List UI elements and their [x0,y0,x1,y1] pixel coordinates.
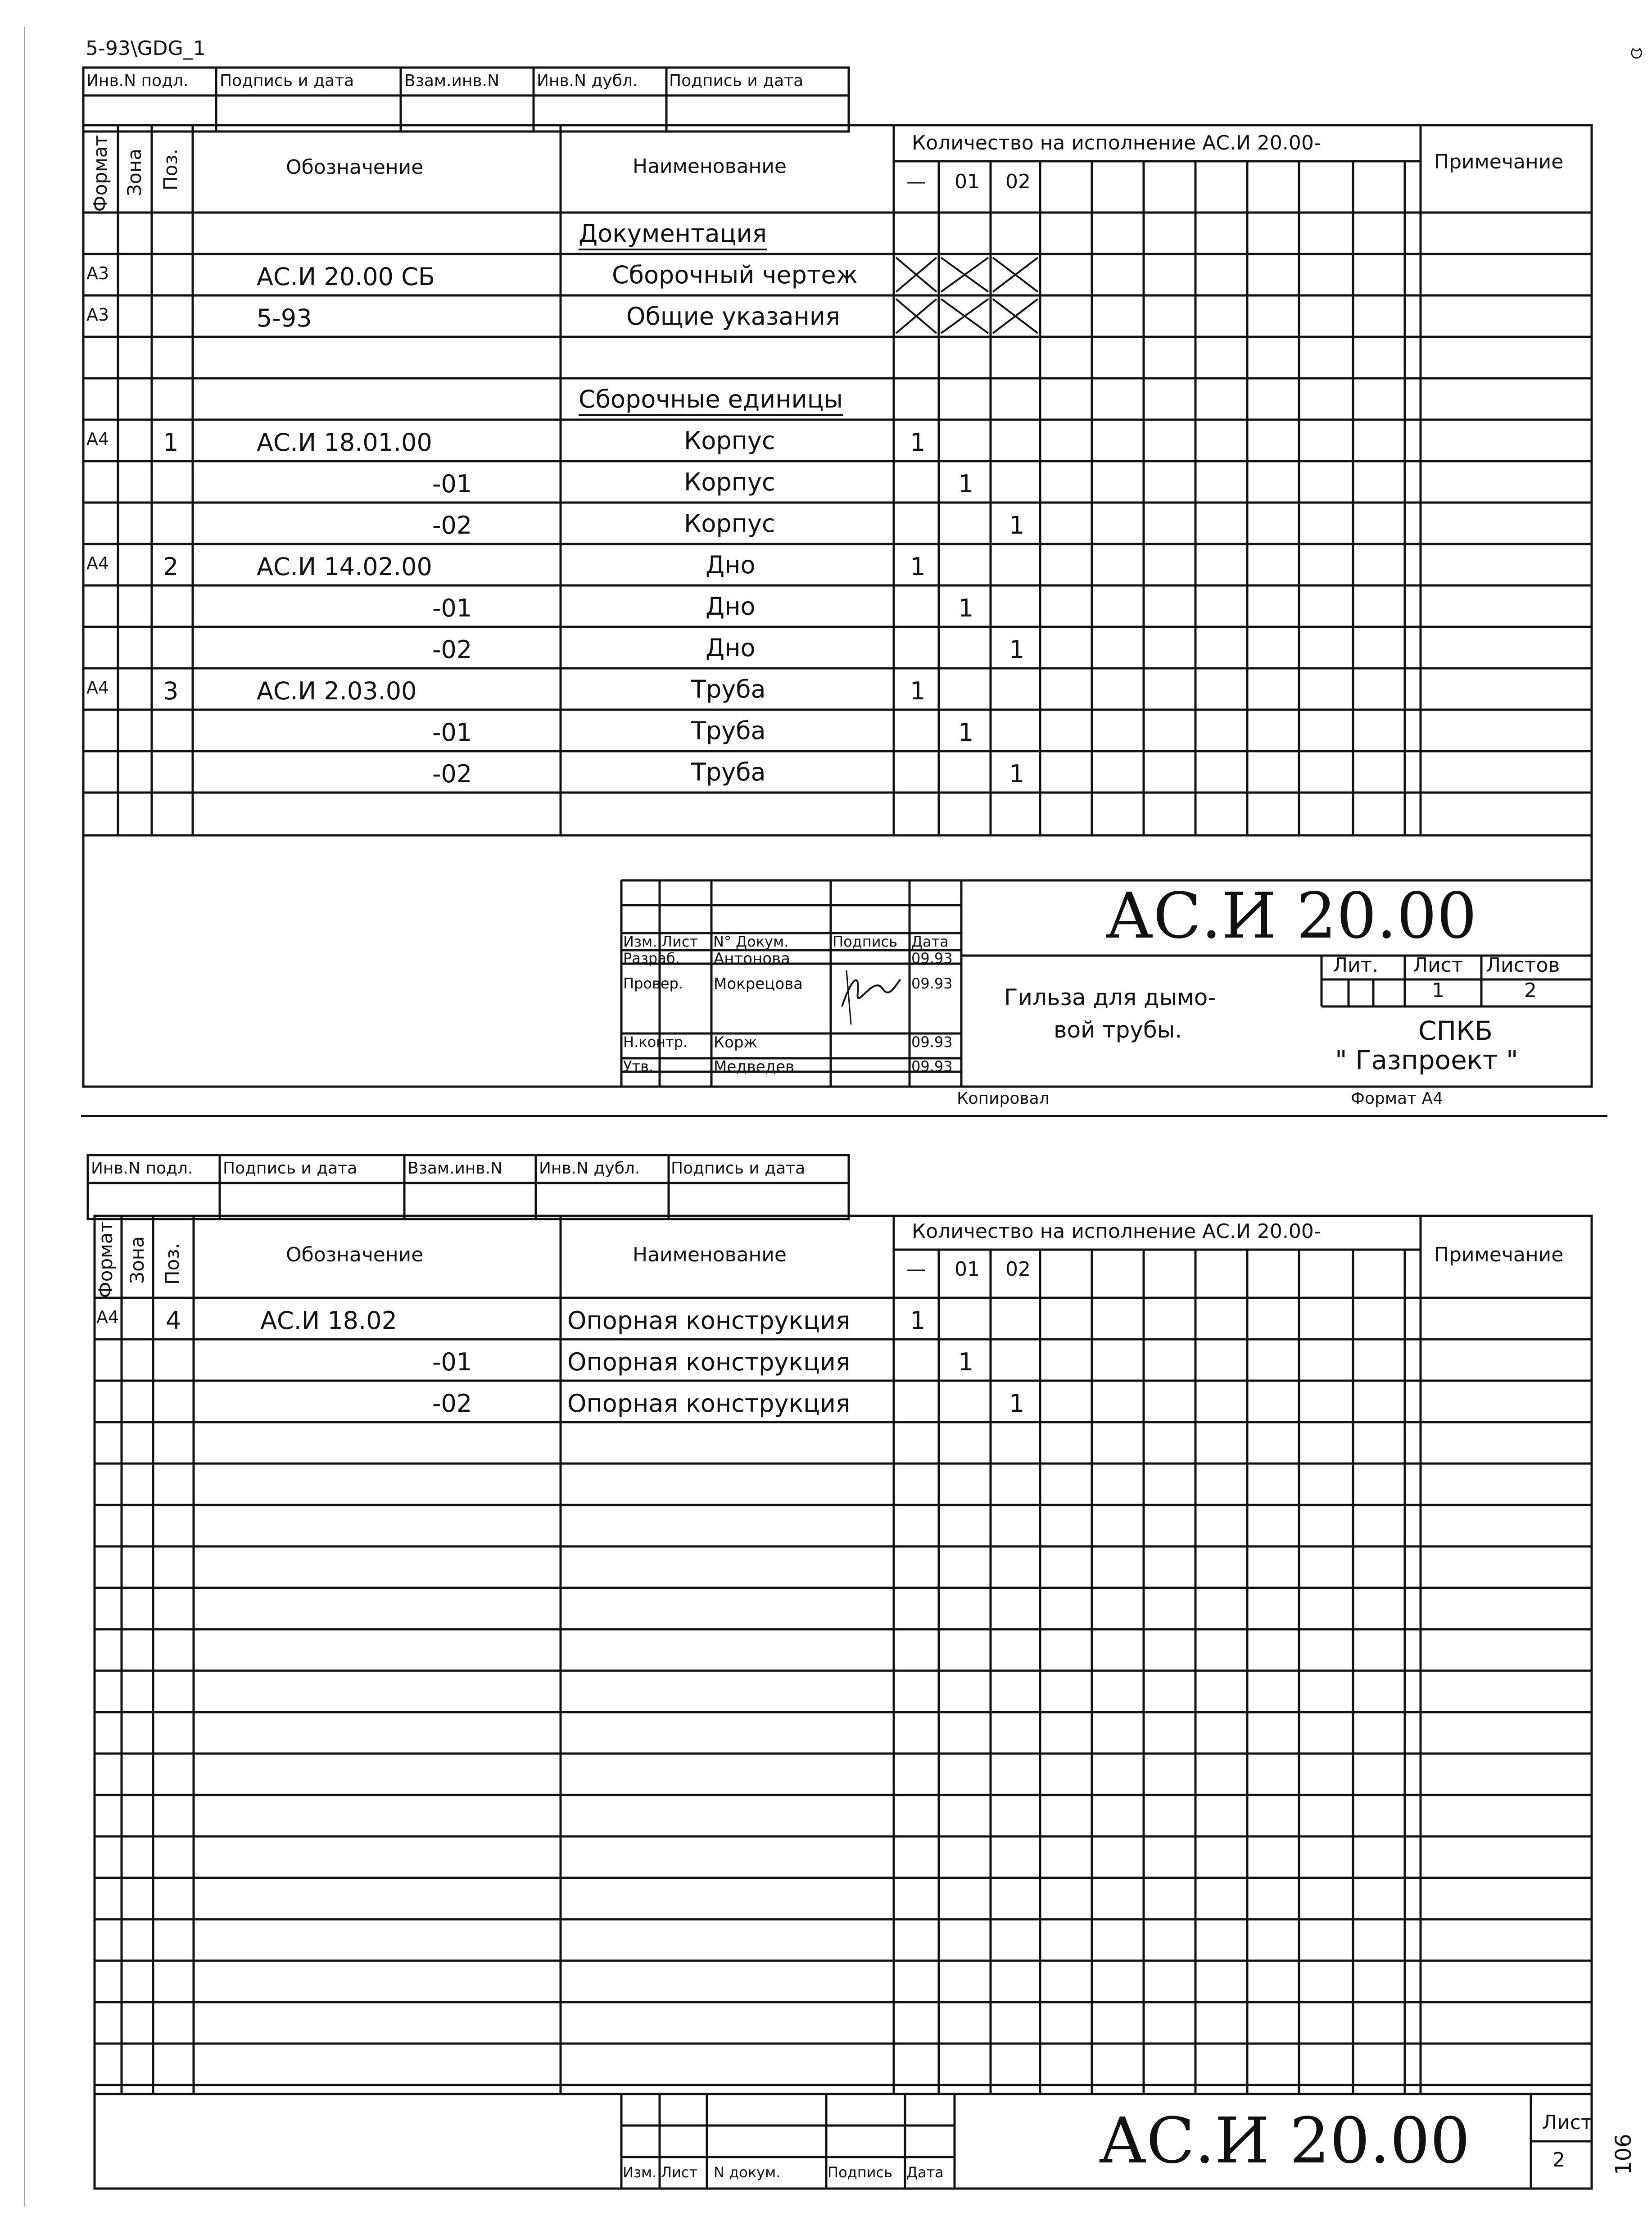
role-name: Антонова [714,950,790,968]
stamp-label-0: Инв.N подл. [91,1159,193,1178]
row-quantity: 1 [910,428,926,457]
stamp-label-2: Взам.инв.N [404,72,500,90]
corner-mark: ဗ [1630,37,1643,64]
header-name-sheet2: Наименование [633,1243,787,1266]
row-name: Корпус [684,509,775,538]
variant-2: 02 [1005,1258,1031,1281]
row-name: Труба [691,758,766,786]
row-name: Труба [691,675,766,703]
title-col-2: N° Докум. [713,933,789,950]
row-quantity: 1 [958,1348,974,1376]
row-format: А4 [96,1307,119,1327]
row-format: А3 [86,263,109,283]
row-name: Опорная конструкция [567,1348,851,1376]
role-label: Утв. [623,1058,654,1075]
row-position: 2 [163,553,179,581]
row-format: А3 [86,305,109,325]
row-quantity: 1 [958,594,974,622]
header-format: Формат [89,135,111,212]
title-col-4: Дата [911,933,949,950]
row-quantity: 1 [1009,635,1025,664]
row-name: Дно [706,551,756,579]
row-designation: АС.И 14.02.00 [257,553,432,581]
sheet-label-sheet2: Лист [1542,2111,1593,2134]
stamp-label-2: Взам.инв.N [407,1159,503,1178]
header-designation-sheet2: Обозначение [286,1243,424,1266]
header-quantity: Количество на исполнение АС.И 20.00- [912,131,1321,154]
role-name: Мокрецова [714,975,803,993]
variant-1: 01 [955,1258,980,1281]
row-quantity: 1 [910,677,926,705]
row-designation: -01 [432,470,472,498]
variant-1: 01 [955,170,980,193]
org-line1: СПКБ [1418,1015,1493,1046]
role-label: Н.контр. [623,1033,688,1051]
role-date: 09.93 [911,1058,953,1075]
header-note: Примечание [1434,150,1564,173]
header-zone-sheet2: Зона [126,1236,148,1284]
row-quantity: 1 [1009,1389,1025,1418]
row-designation: АС.И 2.03.00 [257,677,417,705]
role-date: 09.93 [911,1033,953,1051]
variant-0: — [906,170,926,193]
header-format-sheet2: Формат [95,1221,117,1298]
role-label: Провер. [623,975,683,992]
stamp-label-3: Инв.N дубл. [539,1159,640,1178]
sheet-value: 1 [1432,979,1444,1002]
drawing-code: 5-93\GDG_1 [86,37,206,60]
row-quantity: 1 [910,1306,926,1335]
row-format: А4 [86,429,109,449]
role-name: Корж [714,1033,758,1052]
row-designation: -02 [432,511,472,539]
row-designation: 5-93 [257,304,312,332]
title-col-0: Изм. [623,2164,657,2181]
product-name-line1: Гильза для дымо- [1004,984,1216,1011]
page-number: 106 [1611,2134,1636,2175]
header-designation: Обозначение [286,156,424,179]
sheets-value: 2 [1524,979,1537,1002]
row-designation: -01 [432,718,472,747]
row-designation: АС.И 20.00 СБ [257,263,435,291]
header-pos: Поз. [159,149,181,190]
header-pos-sheet2: Поз. [161,1243,183,1285]
row-quantity: 1 [910,553,926,581]
copied-label: Копировал [957,1089,1050,1108]
role-date: 09.93 [911,950,953,967]
role-date: 09.93 [911,975,953,992]
stamp-label-4: Подпись и дата [671,1159,806,1178]
row-quantity: 1 [958,718,974,747]
row-designation: -02 [432,1389,472,1418]
sheet-label: Лист [1413,954,1463,977]
signature [833,961,905,1029]
row-position: 1 [163,428,179,457]
stamp-label-1: Подпись и дата [223,1159,358,1178]
row-format: А4 [86,678,109,698]
row-name: Дно [706,634,756,662]
header-zone: Зона [123,149,145,196]
row-position: 4 [166,1306,181,1335]
row-designation: -02 [432,760,472,788]
title-col-3: Подпись [828,2164,892,2181]
title-col-0: Изм. [623,933,657,950]
row-position: 3 [163,677,179,705]
row-designation: АС.И 18.01.00 [257,428,432,457]
sheet-value-sheet2: 2 [1552,2148,1565,2171]
doc-code-sheet1: АС.И 20.00 [1105,879,1477,953]
header-note-sheet2: Примечание [1434,1243,1564,1266]
title-col-1: Лист [661,2164,698,2181]
role-name: Медведев [714,1058,795,1076]
format-label: Формат А4 [1351,1089,1444,1108]
title-col-1: Лист [661,933,698,950]
stamp-label-0: Инв.N подл. [86,72,189,90]
row-name: Опорная конструкция [567,1306,851,1335]
row-name: Корпус [684,426,775,455]
stamp-label-4: Подпись и дата [669,72,804,90]
stamp-label-1: Подпись и дата [220,72,354,90]
row-name: Корпус [684,468,775,496]
title-col-4: Дата [906,2164,944,2181]
stamp-label-3: Инв.N дубл. [537,72,638,90]
doc-code-sheet2: АС.И 20.00 [1099,2104,1471,2178]
title-col-3: Подпись [833,933,897,950]
row-quantity: 1 [958,470,974,498]
row-designation: -01 [432,1348,472,1376]
row-format: А4 [86,553,109,573]
variant-2: 02 [1005,170,1031,193]
title-col-2: N докум. [714,2164,781,2181]
row-name: Сборочный чертеж [612,261,858,289]
row-designation: АС.И 18.02 [260,1306,397,1335]
section-heading: Сборочные единицы [579,387,843,416]
row-quantity: 1 [1009,760,1025,788]
header-quantity-sheet2: Количество на исполнение АС.И 20.00- [912,1220,1321,1243]
lit-label: Лит. [1333,954,1379,977]
product-name-line2: вой трубы. [1054,1017,1182,1043]
row-name: Дно [706,592,756,621]
row-name: Опорная конструкция [567,1389,851,1418]
variant-0: — [906,1258,926,1281]
sheets-label: Листов [1486,954,1560,977]
row-name: Общие указания [626,302,840,331]
header-name: Наименование [633,155,787,178]
row-quantity: 1 [1009,511,1025,539]
role-label: Разраб. [623,950,680,967]
section-heading: Документация [579,222,767,250]
row-designation: -01 [432,594,472,622]
row-name: Труба [691,716,766,745]
row-designation: -02 [432,635,472,664]
org-line2: " Газпроект " [1335,1045,1518,1075]
